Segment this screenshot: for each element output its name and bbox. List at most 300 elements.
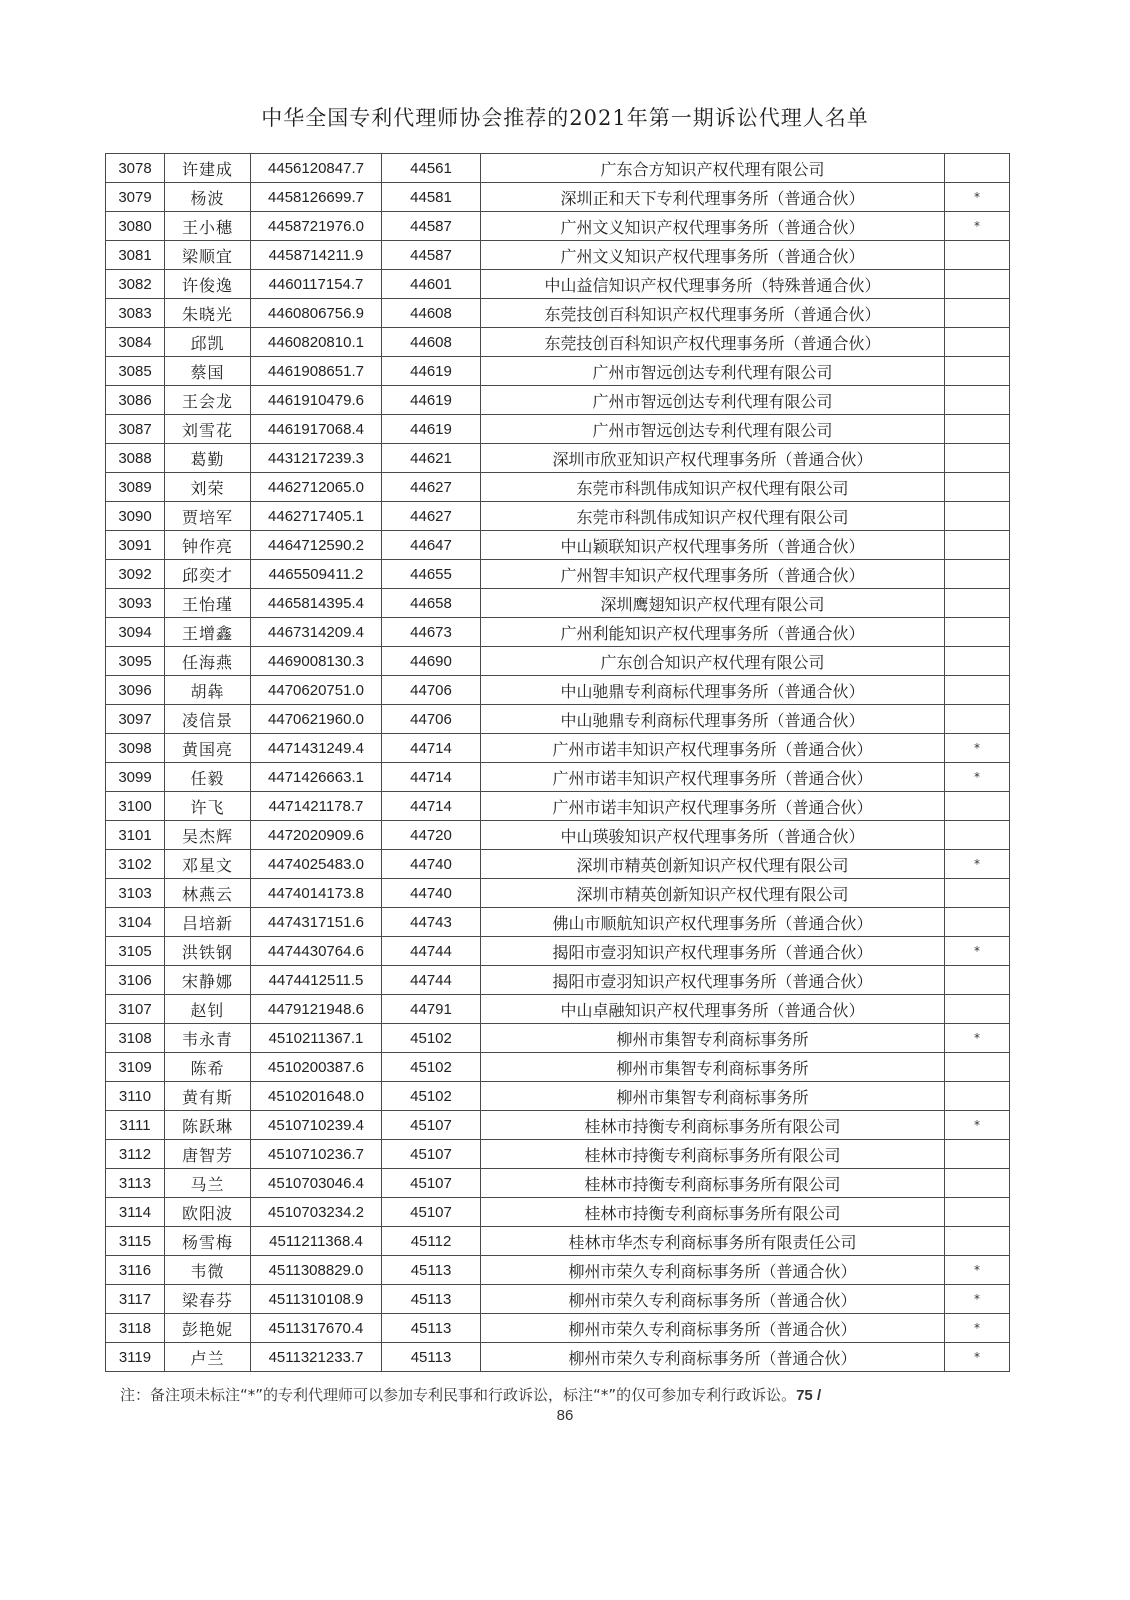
agent-name-cell: 林燕云 — [165, 879, 251, 908]
agency-code-cell: 44581 — [382, 183, 481, 212]
row-seq-cell: 3097 — [106, 705, 165, 734]
remark-cell — [945, 1082, 1010, 1111]
table-row — [106, 415, 1010, 444]
table-row — [106, 763, 1010, 792]
agency-name-cell: 广州文义知识产权代理事务所（普通合伙） — [481, 212, 945, 241]
table-row — [106, 531, 1010, 560]
certificate-number-cell: 4460806756.9 — [251, 299, 382, 328]
table-row — [106, 1256, 1010, 1285]
row-seq-cell: 3110 — [106, 1082, 165, 1111]
agency-code-cell: 45102 — [382, 1024, 481, 1053]
certificate-number-cell: 4460820810.1 — [251, 328, 382, 357]
remark-cell — [945, 154, 1010, 183]
agency-code-cell: 44744 — [382, 966, 481, 995]
certificate-number-cell: 4511317670.4 — [251, 1314, 382, 1343]
agent-name-cell: 凌信景 — [165, 705, 251, 734]
agent-name-cell: 梁春芬 — [165, 1285, 251, 1314]
remark-cell — [945, 473, 1010, 502]
certificate-number-cell: 4510200387.6 — [251, 1053, 382, 1082]
agency-name-cell: 柳州市集智专利商标事务所 — [481, 1024, 945, 1053]
table-row — [106, 734, 1010, 763]
table-row — [106, 908, 1010, 937]
table-row — [106, 647, 1010, 676]
agency-name-cell: 揭阳市壹羽知识产权代理事务所（普通合伙） — [481, 937, 945, 966]
row-seq-cell: 3094 — [106, 618, 165, 647]
remark-cell: * — [945, 212, 1010, 241]
remark-cell: * — [945, 1256, 1010, 1285]
remark-cell: * — [945, 937, 1010, 966]
agency-name-cell: 东莞市科凯伟成知识产权代理有限公司 — [481, 502, 945, 531]
table-row — [106, 879, 1010, 908]
agency-code-cell: 44673 — [382, 618, 481, 647]
table-row — [106, 241, 1010, 270]
agency-code-cell: 44658 — [382, 589, 481, 618]
agency-name-cell: 深圳市欣亚知识产权代理事务所（普通合伙） — [481, 444, 945, 473]
agent-name-cell: 王小穗 — [165, 212, 251, 241]
table-row — [106, 589, 1010, 618]
row-seq-cell: 3112 — [106, 1140, 165, 1169]
agency-name-cell: 深圳正和天下专利代理事务所（普通合伙） — [481, 183, 945, 212]
agency-name-cell: 中山颖联知识产权代理事务所（普通合伙） — [481, 531, 945, 560]
agent-name-cell: 韦微 — [165, 1256, 251, 1285]
agency-name-cell: 柳州市荣久专利商标事务所（普通合伙） — [481, 1314, 945, 1343]
row-seq-cell: 3108 — [106, 1024, 165, 1053]
agency-name-cell: 中山驰鼎专利商标代理事务所（普通合伙） — [481, 676, 945, 705]
certificate-number-cell: 4474412511.5 — [251, 966, 382, 995]
table-row — [106, 1285, 1010, 1314]
table-row — [106, 1198, 1010, 1227]
remark-cell: * — [945, 734, 1010, 763]
footnote — [120, 1383, 1010, 1408]
row-seq-cell: 3101 — [106, 821, 165, 850]
agency-name-cell: 桂林市持衡专利商标事务所有限公司 — [481, 1111, 945, 1140]
row-seq-cell: 3083 — [106, 299, 165, 328]
certificate-number-cell: 4456120847.7 — [251, 154, 382, 183]
remark-cell — [945, 1169, 1010, 1198]
row-seq-cell: 3106 — [106, 966, 165, 995]
certificate-number-cell: 4458126699.7 — [251, 183, 382, 212]
agent-name-cell: 赵钊 — [165, 995, 251, 1024]
row-seq-cell: 3095 — [106, 647, 165, 676]
agency-code-cell: 44601 — [382, 270, 481, 299]
certificate-number-cell: 4470621960.0 — [251, 705, 382, 734]
agency-code-cell: 45113 — [382, 1256, 481, 1285]
table-row — [106, 473, 1010, 502]
agency-name-cell: 柳州市集智专利商标事务所 — [481, 1053, 945, 1082]
agency-name-cell: 广东创合知识产权代理有限公司 — [481, 647, 945, 676]
agency-code-cell: 44627 — [382, 502, 481, 531]
agency-code-cell: 44714 — [382, 792, 481, 821]
agency-code-cell: 44791 — [382, 995, 481, 1024]
agent-name-cell: 胡犇 — [165, 676, 251, 705]
certificate-number-cell: 4511310108.9 — [251, 1285, 382, 1314]
certificate-number-cell: 4467314209.4 — [251, 618, 382, 647]
certificate-number-cell: 4474025483.0 — [251, 850, 382, 879]
row-seq-cell: 3093 — [106, 589, 165, 618]
page-title: 中华全国专利代理师协会推荐的2021年第一期诉讼代理人名单 — [261, 106, 869, 130]
table-row — [106, 212, 1010, 241]
remark-cell — [945, 560, 1010, 589]
agency-name-cell: 东莞市科凯伟成知识产权代理有限公司 — [481, 473, 945, 502]
certificate-number-cell: 4461910479.6 — [251, 386, 382, 415]
remark-cell — [945, 705, 1010, 734]
remark-cell — [945, 1140, 1010, 1169]
remark-cell — [945, 821, 1010, 850]
remark-cell: * — [945, 1285, 1010, 1314]
table-row — [106, 328, 1010, 357]
row-seq-cell: 3114 — [106, 1198, 165, 1227]
table-row — [106, 1227, 1010, 1256]
table-row — [106, 1343, 1010, 1372]
table-row — [106, 676, 1010, 705]
agency-name-cell: 广州文义知识产权代理事务所（普通合伙） — [481, 241, 945, 270]
agent-name-cell: 欧阳波 — [165, 1198, 251, 1227]
agency-code-cell: 44714 — [382, 734, 481, 763]
remark-cell — [945, 241, 1010, 270]
table-row — [106, 270, 1010, 299]
certificate-number-cell: 4479121948.6 — [251, 995, 382, 1024]
agency-name-cell: 广州市智远创达专利代理有限公司 — [481, 386, 945, 415]
agent-name-cell: 韦永青 — [165, 1024, 251, 1053]
table-row — [106, 502, 1010, 531]
agency-name-cell: 中山益信知识产权代理事务所（特殊普通合伙） — [481, 270, 945, 299]
agency-name-cell: 广州市诺丰知识产权代理事务所（普通合伙） — [481, 734, 945, 763]
row-seq-cell: 3113 — [106, 1169, 165, 1198]
table-row — [106, 154, 1010, 183]
remark-cell — [945, 1198, 1010, 1227]
certificate-number-cell: 4510703046.4 — [251, 1169, 382, 1198]
row-seq-cell: 3099 — [106, 763, 165, 792]
agency-code-cell: 44706 — [382, 676, 481, 705]
agent-name-cell: 王怡瑾 — [165, 589, 251, 618]
agent-name-cell: 许俊逸 — [165, 270, 251, 299]
agency-code-cell: 44587 — [382, 212, 481, 241]
row-seq-cell: 3092 — [106, 560, 165, 589]
remark-cell — [945, 589, 1010, 618]
agent-name-cell: 葛勤 — [165, 444, 251, 473]
agent-name-cell: 马兰 — [165, 1169, 251, 1198]
remark-cell — [945, 386, 1010, 415]
agency-code-cell: 45107 — [382, 1198, 481, 1227]
agent-name-cell: 任毅 — [165, 763, 251, 792]
remark-cell — [945, 415, 1010, 444]
remark-cell — [945, 444, 1010, 473]
agency-name-cell: 广州利能知识产权代理事务所（普通合伙） — [481, 618, 945, 647]
certificate-number-cell: 4510710236.7 — [251, 1140, 382, 1169]
agent-name-cell: 邱奕才 — [165, 560, 251, 589]
agency-code-cell: 44621 — [382, 444, 481, 473]
remark-cell — [945, 792, 1010, 821]
table-row — [106, 299, 1010, 328]
row-seq-cell: 3088 — [106, 444, 165, 473]
row-seq-cell: 3078 — [106, 154, 165, 183]
row-seq-cell: 3118 — [106, 1314, 165, 1343]
agent-name-cell: 吕培新 — [165, 908, 251, 937]
agency-code-cell: 44655 — [382, 560, 481, 589]
agency-name-cell: 广东合方知识产权代理有限公司 — [481, 154, 945, 183]
row-seq-cell: 3079 — [106, 183, 165, 212]
agency-name-cell: 广州市诺丰知识产权代理事务所（普通合伙） — [481, 792, 945, 821]
agency-code-cell: 44608 — [382, 299, 481, 328]
certificate-number-cell: 4474317151.6 — [251, 908, 382, 937]
agent-name-cell: 刘荣 — [165, 473, 251, 502]
remark-cell: * — [945, 850, 1010, 879]
agency-code-cell: 44743 — [382, 908, 481, 937]
agency-name-cell: 柳州市集智专利商标事务所 — [481, 1082, 945, 1111]
row-seq-cell: 3084 — [106, 328, 165, 357]
table-row — [106, 792, 1010, 821]
agent-name-cell: 杨雪梅 — [165, 1227, 251, 1256]
remark-cell: * — [945, 1314, 1010, 1343]
agency-code-cell: 45113 — [382, 1314, 481, 1343]
remark-cell: * — [945, 1024, 1010, 1053]
agency-code-cell: 44627 — [382, 473, 481, 502]
certificate-number-cell: 4465814395.4 — [251, 589, 382, 618]
agency-name-cell: 中山驰鼎专利商标代理事务所（普通合伙） — [481, 705, 945, 734]
agent-name-cell: 梁顺宜 — [165, 241, 251, 270]
remark-cell — [945, 879, 1010, 908]
remark-cell — [945, 1227, 1010, 1256]
row-seq-cell: 3087 — [106, 415, 165, 444]
remark-cell — [945, 647, 1010, 676]
certificate-number-cell: 4510211367.1 — [251, 1024, 382, 1053]
table-row — [106, 1082, 1010, 1111]
agent-name-cell: 唐智芳 — [165, 1140, 251, 1169]
row-seq-cell: 3104 — [106, 908, 165, 937]
certificate-number-cell: 4458721976.0 — [251, 212, 382, 241]
remark-cell — [945, 966, 1010, 995]
attorney-roster-table — [105, 153, 1010, 1372]
agency-name-cell: 深圳市精英创新知识产权代理有限公司 — [481, 850, 945, 879]
agency-name-cell: 深圳鹰翅知识产权代理有限公司 — [481, 589, 945, 618]
row-seq-cell: 3116 — [106, 1256, 165, 1285]
remark-cell — [945, 531, 1010, 560]
row-seq-cell: 3090 — [106, 502, 165, 531]
remark-cell — [945, 908, 1010, 937]
agency-name-cell: 桂林市持衡专利商标事务所有限公司 — [481, 1140, 945, 1169]
agency-code-cell: 45102 — [382, 1082, 481, 1111]
agency-code-cell: 45107 — [382, 1169, 481, 1198]
agency-name-cell: 佛山市顺航知识产权代理事务所（普通合伙） — [481, 908, 945, 937]
table-row — [106, 1111, 1010, 1140]
remark-cell: * — [945, 183, 1010, 212]
row-seq-cell: 3100 — [106, 792, 165, 821]
certificate-number-cell: 4474014173.8 — [251, 879, 382, 908]
remark-cell — [945, 299, 1010, 328]
table-row — [106, 560, 1010, 589]
agent-name-cell: 王增鑫 — [165, 618, 251, 647]
row-seq-cell: 3091 — [106, 531, 165, 560]
agency-name-cell: 中山卓融知识产权代理事务所（普通合伙） — [481, 995, 945, 1024]
certificate-number-cell: 4431217239.3 — [251, 444, 382, 473]
remark-cell — [945, 676, 1010, 705]
agency-name-cell: 桂林市华杰专利商标事务所有限责任公司 — [481, 1227, 945, 1256]
row-seq-cell: 3117 — [106, 1285, 165, 1314]
row-seq-cell: 3111 — [106, 1111, 165, 1140]
table-row — [106, 1053, 1010, 1082]
agent-name-cell: 陈跃琳 — [165, 1111, 251, 1140]
agency-name-cell: 深圳市精英创新知识产权代理有限公司 — [481, 879, 945, 908]
row-seq-cell: 3115 — [106, 1227, 165, 1256]
agent-name-cell: 黄国亮 — [165, 734, 251, 763]
agency-code-cell: 44740 — [382, 850, 481, 879]
agency-name-cell: 广州市智远创达专利代理有限公司 — [481, 415, 945, 444]
certificate-number-cell: 4465509411.2 — [251, 560, 382, 589]
table-row — [106, 444, 1010, 473]
remark-cell: * — [945, 1111, 1010, 1140]
agent-name-cell: 彭艳妮 — [165, 1314, 251, 1343]
remark-cell — [945, 502, 1010, 531]
agency-code-cell: 44714 — [382, 763, 481, 792]
agent-name-cell: 贾培军 — [165, 502, 251, 531]
agency-code-cell: 45113 — [382, 1343, 481, 1372]
agent-name-cell: 任海燕 — [165, 647, 251, 676]
certificate-number-cell: 4510710239.4 — [251, 1111, 382, 1140]
agent-name-cell: 宋静娜 — [165, 966, 251, 995]
page-total: 86 — [556, 1407, 574, 1424]
row-seq-cell: 3103 — [106, 879, 165, 908]
agency-code-cell: 44561 — [382, 154, 481, 183]
certificate-number-cell: 4458714211.9 — [251, 241, 382, 270]
row-seq-cell: 3102 — [106, 850, 165, 879]
table-row — [106, 1314, 1010, 1343]
table-row — [106, 183, 1010, 212]
table-row — [106, 1024, 1010, 1053]
row-seq-cell: 3119 — [106, 1343, 165, 1372]
row-seq-cell: 3080 — [106, 212, 165, 241]
certificate-number-cell: 4470620751.0 — [251, 676, 382, 705]
remark-cell: * — [945, 763, 1010, 792]
page-number: 75 / — [796, 1387, 822, 1404]
remark-cell — [945, 618, 1010, 647]
agency-code-cell: 44619 — [382, 415, 481, 444]
row-seq-cell: 3089 — [106, 473, 165, 502]
row-seq-cell: 3098 — [106, 734, 165, 763]
table-row — [106, 386, 1010, 415]
certificate-number-cell: 4461917068.4 — [251, 415, 382, 444]
agency-name-cell: 柳州市荣久专利商标事务所（普通合伙） — [481, 1285, 945, 1314]
agency-name-cell: 广州市诺丰知识产权代理事务所（普通合伙） — [481, 763, 945, 792]
certificate-number-cell: 4474430764.6 — [251, 937, 382, 966]
agent-name-cell: 吴杰辉 — [165, 821, 251, 850]
agency-name-cell: 东莞技创百科知识产权代理事务所（普通合伙） — [481, 299, 945, 328]
agent-name-cell: 洪铁钢 — [165, 937, 251, 966]
agent-name-cell: 蔡国 — [165, 357, 251, 386]
certificate-number-cell: 4511321233.7 — [251, 1343, 382, 1372]
row-seq-cell: 3105 — [106, 937, 165, 966]
agency-name-cell: 中山瑛骏知识产权代理事务所（普通合伙） — [481, 821, 945, 850]
agent-name-cell: 陈希 — [165, 1053, 251, 1082]
agency-code-cell: 44744 — [382, 937, 481, 966]
table-row — [106, 1140, 1010, 1169]
footnote-text: 注：备注项未标注“*”的专利代理师可以参加专利民事和行政诉讼，标注“*”的仅可参加专利行政诉讼。 — [120, 1386, 797, 1404]
agency-code-cell: 44690 — [382, 647, 481, 676]
agency-name-cell: 广州市智远创达专利代理有限公司 — [481, 357, 945, 386]
agent-name-cell: 卢兰 — [165, 1343, 251, 1372]
certificate-number-cell: 4461908651.7 — [251, 357, 382, 386]
certificate-number-cell: 4510703234.2 — [251, 1198, 382, 1227]
certificate-number-cell: 4469008130.3 — [251, 647, 382, 676]
agency-code-cell: 45102 — [382, 1053, 481, 1082]
table-row — [106, 966, 1010, 995]
certificate-number-cell: 4471431249.4 — [251, 734, 382, 763]
remark-cell — [945, 995, 1010, 1024]
agency-code-cell: 44608 — [382, 328, 481, 357]
agency-code-cell: 44720 — [382, 821, 481, 850]
certificate-number-cell: 4472020909.6 — [251, 821, 382, 850]
certificate-number-cell: 4511211368.4 — [251, 1227, 382, 1256]
certificate-number-cell: 4464712590.2 — [251, 531, 382, 560]
row-seq-cell: 3085 — [106, 357, 165, 386]
agency-name-cell: 揭阳市壹羽知识产权代理事务所（普通合伙） — [481, 966, 945, 995]
agent-name-cell: 邱凯 — [165, 328, 251, 357]
certificate-number-cell: 4511308829.0 — [251, 1256, 382, 1285]
certificate-number-cell: 4471421178.7 — [251, 792, 382, 821]
agent-name-cell: 黄有斯 — [165, 1082, 251, 1111]
table-row — [106, 937, 1010, 966]
agency-code-cell: 44587 — [382, 241, 481, 270]
table-row — [106, 1169, 1010, 1198]
row-seq-cell: 3081 — [106, 241, 165, 270]
agency-code-cell: 45107 — [382, 1111, 481, 1140]
agency-name-cell: 桂林市持衡专利商标事务所有限公司 — [481, 1169, 945, 1198]
certificate-number-cell: 4471426663.1 — [251, 763, 382, 792]
agency-name-cell: 东莞技创百科知识产权代理事务所（普通合伙） — [481, 328, 945, 357]
agency-code-cell: 45112 — [382, 1227, 481, 1256]
agency-name-cell: 广州智丰知识产权代理事务所（普通合伙） — [481, 560, 945, 589]
row-seq-cell: 3107 — [106, 995, 165, 1024]
agency-code-cell: 44706 — [382, 705, 481, 734]
table-row — [106, 850, 1010, 879]
row-seq-cell: 3096 — [106, 676, 165, 705]
agent-name-cell: 朱晓光 — [165, 299, 251, 328]
table-row — [106, 821, 1010, 850]
certificate-number-cell: 4460117154.7 — [251, 270, 382, 299]
agency-code-cell: 44619 — [382, 357, 481, 386]
remark-cell — [945, 1053, 1010, 1082]
table-row — [106, 705, 1010, 734]
agency-code-cell: 45113 — [382, 1285, 481, 1314]
agent-name-cell: 钟作亮 — [165, 531, 251, 560]
agency-code-cell: 44740 — [382, 879, 481, 908]
agency-name-cell: 桂林市持衡专利商标事务所有限公司 — [481, 1198, 945, 1227]
certificate-number-cell: 4462717405.1 — [251, 502, 382, 531]
agency-name-cell: 柳州市荣久专利商标事务所（普通合伙） — [481, 1256, 945, 1285]
row-seq-cell: 3109 — [106, 1053, 165, 1082]
agent-name-cell: 刘雪花 — [165, 415, 251, 444]
agency-code-cell: 44619 — [382, 386, 481, 415]
remark-cell — [945, 270, 1010, 299]
agency-code-cell: 44647 — [382, 531, 481, 560]
agent-name-cell: 王会龙 — [165, 386, 251, 415]
certificate-number-cell: 4462712065.0 — [251, 473, 382, 502]
certificate-number-cell: 4510201648.0 — [251, 1082, 382, 1111]
table-row — [106, 995, 1010, 1024]
table-row — [106, 618, 1010, 647]
agency-code-cell: 45107 — [382, 1140, 481, 1169]
row-seq-cell: 3082 — [106, 270, 165, 299]
row-seq-cell: 3086 — [106, 386, 165, 415]
agency-name-cell: 柳州市荣久专利商标事务所（普通合伙） — [481, 1343, 945, 1372]
remark-cell — [945, 328, 1010, 357]
agent-name-cell: 邓星文 — [165, 850, 251, 879]
agent-name-cell: 杨波 — [165, 183, 251, 212]
agent-name-cell: 许飞 — [165, 792, 251, 821]
agent-name-cell: 许建成 — [165, 154, 251, 183]
table-row — [106, 357, 1010, 386]
remark-cell — [945, 357, 1010, 386]
remark-cell: * — [945, 1343, 1010, 1372]
